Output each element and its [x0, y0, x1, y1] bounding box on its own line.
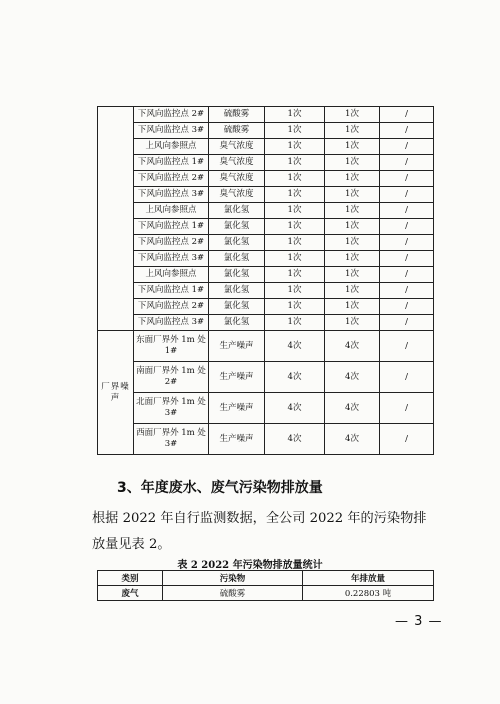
pollutant-cell: 氯化氢: [209, 235, 265, 251]
freq1-cell: 1次: [265, 283, 325, 299]
pollutant-cell: 臭气浓度: [209, 139, 265, 155]
table-row: [98, 283, 434, 299]
pollutant-cell: 生产噪声: [209, 393, 265, 424]
point-cell: 下风向监控点 1#: [134, 155, 209, 171]
freq1-cell: 4次: [265, 393, 325, 424]
pollutant-cell: 臭气浓度: [209, 171, 265, 187]
table-row: [98, 299, 434, 315]
point-cell: 下风向监控点 1#: [134, 283, 209, 299]
table-row: [98, 393, 434, 424]
freq1-cell: 1次: [265, 267, 325, 283]
note-cell: /: [380, 171, 434, 187]
point-cell: 西面厂界外 1m 处 3#: [134, 424, 209, 455]
pollutant-cell: 氯化氢: [209, 219, 265, 235]
freq1-cell: 1次: [265, 251, 325, 267]
point-cell: 东面厂界外 1m 处 1#: [134, 331, 209, 362]
table-row: [98, 107, 434, 123]
freq1-cell: 1次: [265, 155, 325, 171]
freq2-cell: 4次: [325, 331, 380, 362]
note-cell: /: [380, 203, 434, 219]
table-row: [98, 203, 434, 219]
point-cell: 下风向监控点 3#: [134, 315, 209, 331]
freq2-cell: 1次: [325, 235, 380, 251]
note-cell: /: [380, 235, 434, 251]
emission-table: [97, 570, 434, 601]
freq1-cell: 1次: [265, 203, 325, 219]
freq2-cell: 1次: [325, 267, 380, 283]
type-cell: 废气: [98, 586, 163, 601]
header-type: 类别: [98, 571, 163, 586]
note-cell: /: [380, 424, 434, 455]
monitoring-table: [97, 106, 434, 455]
point-cell: 下风向监控点 2#: [134, 299, 209, 315]
pollutant-cell: 生产噪声: [209, 424, 265, 455]
pollutant-cell: 生产噪声: [209, 331, 265, 362]
pollutant-cell: 氯化氢: [209, 299, 265, 315]
category-cell-noise: 厂界噪声: [98, 331, 134, 455]
freq2-cell: 1次: [325, 139, 380, 155]
note-cell: /: [380, 315, 434, 331]
freq2-cell: 1次: [325, 203, 380, 219]
note-cell: /: [380, 219, 434, 235]
freq2-cell: 1次: [325, 283, 380, 299]
table-row: [98, 331, 434, 362]
freq2-cell: 1次: [325, 299, 380, 315]
pollutant-cell: 生产噪声: [209, 362, 265, 393]
freq1-cell: 1次: [265, 139, 325, 155]
freq2-cell: 4次: [325, 424, 380, 455]
freq2-cell: 1次: [325, 187, 380, 203]
pollutant-cell: 氯化氢: [209, 267, 265, 283]
note-cell: /: [380, 267, 434, 283]
freq2-cell: 1次: [325, 251, 380, 267]
note-cell: /: [380, 187, 434, 203]
table2-caption: 表 2 2022 年污染物排放量统计: [177, 560, 323, 571]
pollutant-cell: 氯化氢: [209, 315, 265, 331]
pollutant-cell: 氯化氢: [209, 251, 265, 267]
freq1-cell: 4次: [265, 424, 325, 455]
table-row: [98, 219, 434, 235]
table-row: [98, 267, 434, 283]
point-cell: 下风向监控点 1#: [134, 219, 209, 235]
freq2-cell: 1次: [325, 155, 380, 171]
table-row: [98, 139, 434, 155]
note-cell: /: [380, 139, 434, 155]
table-row: [98, 315, 434, 331]
freq1-cell: 1次: [265, 219, 325, 235]
pollutant-cell: 臭气浓度: [209, 187, 265, 203]
emission-header-row: [98, 571, 434, 586]
note-cell: /: [380, 251, 434, 267]
point-cell: 下风向监控点 3#: [134, 187, 209, 203]
category-cell-air: [98, 107, 134, 331]
freq1-cell: 1次: [265, 235, 325, 251]
monitoring-table-body: [98, 107, 434, 455]
freq2-cell: 1次: [325, 171, 380, 187]
freq1-cell: 1次: [265, 299, 325, 315]
point-cell: 下风向监控点 2#: [134, 171, 209, 187]
freq1-cell: 1次: [265, 171, 325, 187]
amount-cell: 0.22803 吨: [303, 586, 434, 601]
point-cell: 下风向监控点 3#: [134, 251, 209, 267]
note-cell: /: [380, 393, 434, 424]
note-cell: /: [380, 107, 434, 123]
freq1-cell: 1次: [265, 187, 325, 203]
point-cell: 下风向监控点 2#: [134, 107, 209, 123]
pollutant-cell: 氯化氢: [209, 203, 265, 219]
freq1-cell: 1次: [265, 123, 325, 139]
note-cell: /: [380, 123, 434, 139]
freq2-cell: 4次: [325, 362, 380, 393]
table-row: [98, 424, 434, 455]
point-cell: 下风向监控点 2#: [134, 235, 209, 251]
section-heading: 3、年度废水、废气污染物排放量: [117, 480, 323, 496]
freq2-cell: 1次: [325, 315, 380, 331]
pollutant-cell: 臭气浓度: [209, 155, 265, 171]
note-cell: /: [380, 283, 434, 299]
table-row: [98, 235, 434, 251]
table-row: [98, 362, 434, 393]
page-number: — 3 —: [395, 614, 443, 629]
table-row: [98, 187, 434, 203]
freq2-cell: 4次: [325, 393, 380, 424]
note-cell: /: [380, 155, 434, 171]
pollutant-cell: 硫酸雾: [209, 123, 265, 139]
point-cell: 北面厂界外 1m 处 3#: [134, 393, 209, 424]
pollutant-cell: 硫酸雾: [209, 107, 265, 123]
table-row: [98, 155, 434, 171]
freq1-cell: 1次: [265, 315, 325, 331]
point-cell: 上风向参照点: [134, 267, 209, 283]
pollutant-cell: 氯化氢: [209, 283, 265, 299]
note-cell: /: [380, 299, 434, 315]
note-cell: /: [380, 331, 434, 362]
section-paragraph: 根据 2022 年自行监测数据，全公司 2022 年的污染物排放量见表 2。: [92, 511, 427, 552]
note-cell: /: [380, 362, 434, 393]
table-row: [98, 171, 434, 187]
point-cell: 下风向监控点 3#: [134, 123, 209, 139]
table-row: [98, 251, 434, 267]
point-cell: 南面厂界外 1m 处 2#: [134, 362, 209, 393]
header-amount: 年排放量: [303, 571, 434, 586]
freq1-cell: 4次: [265, 331, 325, 362]
freq2-cell: 1次: [325, 107, 380, 123]
point-cell: 上风向参照点: [134, 139, 209, 155]
pollutant-cell: 硫酸雾: [163, 586, 303, 601]
table-row: [98, 586, 434, 601]
point-cell: 上风向参照点: [134, 203, 209, 219]
freq1-cell: 1次: [265, 107, 325, 123]
header-pollutant: 污染物: [163, 571, 303, 586]
table-row: [98, 123, 434, 139]
freq2-cell: 1次: [325, 123, 380, 139]
freq1-cell: 4次: [265, 362, 325, 393]
freq2-cell: 1次: [325, 219, 380, 235]
